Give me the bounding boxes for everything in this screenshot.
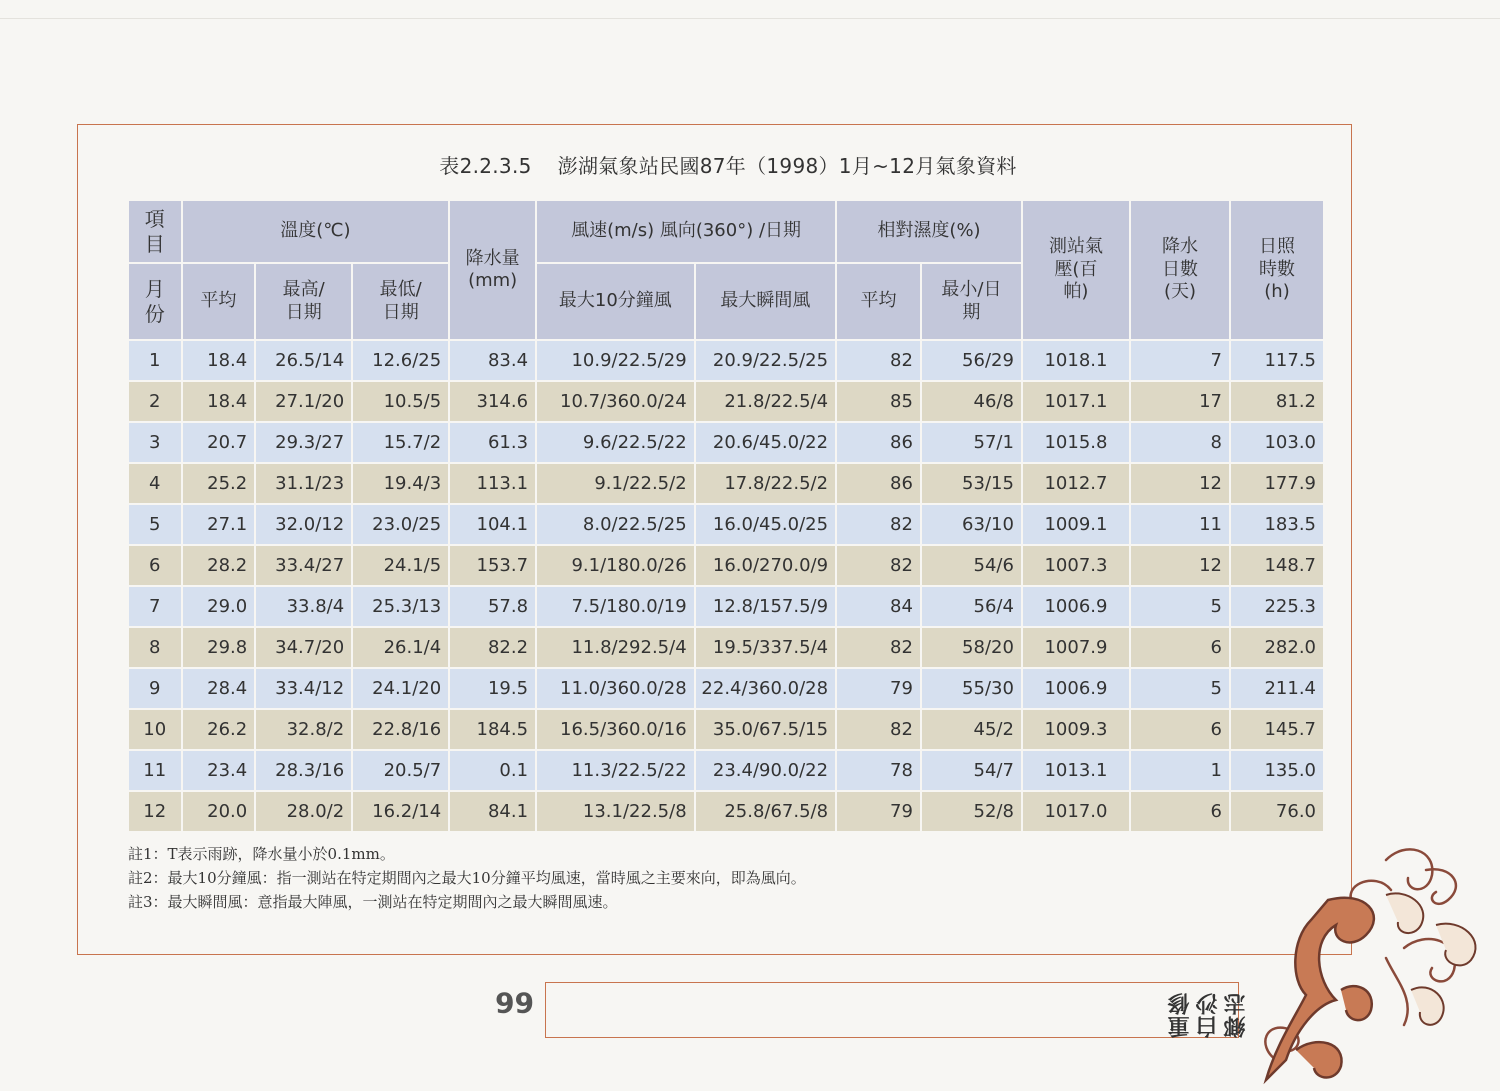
precipitation-cell: 113.1 (450, 464, 535, 503)
pressure-cell: 1007.9 (1023, 628, 1129, 667)
wind-gust-cell: 12.8/157.5/9 (696, 587, 835, 626)
humidity-min-cell: 56/4 (922, 587, 1021, 626)
humidity-min-cell: 58/20 (922, 628, 1021, 667)
table-row (129, 464, 1323, 503)
humidity-avg-cell: 82 (837, 546, 920, 585)
table-row (129, 669, 1323, 708)
rain-days-cell: 5 (1131, 669, 1229, 708)
temp-min-cell: 25.3/13 (353, 587, 448, 626)
temp-max-cell: 28.3/16 (256, 751, 351, 790)
temp-avg-cell: 28.2 (183, 546, 255, 585)
rain-days-cell: 1 (1131, 751, 1229, 790)
pressure-cell: 1013.1 (1023, 751, 1129, 790)
temp-avg-cell: 29.8 (183, 628, 255, 667)
precipitation-cell: 314.6 (450, 382, 535, 421)
precipitation-cell: 0.1 (450, 751, 535, 790)
humidity-avg-cell: 82 (837, 341, 920, 380)
precipitation-cell: 153.7 (450, 546, 535, 585)
temp-max-cell: 31.1/23 (256, 464, 351, 503)
wind-gust-cell: 17.8/22.5/2 (696, 464, 835, 503)
humidity-avg-cell: 84 (837, 587, 920, 626)
rain-days-cell: 8 (1131, 423, 1229, 462)
month-cell: 10 (129, 710, 181, 749)
humidity-min-cell: 52/8 (922, 792, 1021, 831)
table-row (129, 751, 1323, 790)
pressure-header: 測站氣壓(百帕) (1023, 201, 1129, 339)
rain-days-cell: 6 (1131, 792, 1229, 831)
temp-avg-cell: 20.0 (183, 792, 255, 831)
precipitation-cell: 19.5 (450, 669, 535, 708)
wind-10min-cell: 9.1/22.5/2 (537, 464, 694, 503)
temp-max-cell: 26.5/14 (256, 341, 351, 380)
temp-min-header: 最低/日期 (353, 264, 448, 339)
temp-avg-cell: 26.2 (183, 710, 255, 749)
precipitation-cell: 83.4 (450, 341, 535, 380)
pressure-cell: 1015.8 (1023, 423, 1129, 462)
humidity-avg-cell: 86 (837, 464, 920, 503)
temp-avg-cell: 25.2 (183, 464, 255, 503)
wind-10min-cell: 9.1/180.0/26 (537, 546, 694, 585)
month-cell: 6 (129, 546, 181, 585)
precipitation-cell: 104.1 (450, 505, 535, 544)
pressure-cell: 1006.9 (1023, 669, 1129, 708)
wind-10min-cell: 10.7/360.0/24 (537, 382, 694, 421)
temp-max-cell: 27.1/20 (256, 382, 351, 421)
temp-max-cell: 33.4/27 (256, 546, 351, 585)
wind-gust-cell: 22.4/360.0/28 (696, 669, 835, 708)
rain-days-cell: 12 (1131, 546, 1229, 585)
sunshine-cell: 145.7 (1231, 710, 1323, 749)
temp-max-header: 最高/日期 (256, 264, 351, 339)
humidity-min-cell: 45/2 (922, 710, 1021, 749)
wind-10min-cell: 8.0/22.5/25 (537, 505, 694, 544)
weather-table (127, 199, 1325, 833)
table-title: 澎湖氣象站民國87年（1998）1月~12月氣象資料 (557, 154, 1017, 178)
humidity-avg-cell: 82 (837, 505, 920, 544)
wind-10min-cell: 13.1/22.5/8 (537, 792, 694, 831)
temp-max-cell: 29.3/27 (256, 423, 351, 462)
table-row (129, 341, 1323, 380)
sunshine-cell: 76.0 (1231, 792, 1323, 831)
temp-avg-cell: 27.1 (183, 505, 255, 544)
table-caption (0, 150, 1456, 179)
table-row (129, 710, 1323, 749)
table-row (129, 628, 1323, 667)
sunshine-cell: 211.4 (1231, 669, 1323, 708)
table-row (129, 792, 1323, 831)
footnote-3: 註3：最大瞬間風：意指最大陣風，一測站在特定期間內之最大瞬間風速。 (128, 893, 618, 911)
wind-gust-cell: 21.8/22.5/4 (696, 382, 835, 421)
month-cell: 9 (129, 669, 181, 708)
rain-days-cell: 12 (1131, 464, 1229, 503)
precipitation-header: 降水量(mm) (450, 201, 535, 339)
rain-days-cell: 11 (1131, 505, 1229, 544)
wind-gust-cell: 35.0/67.5/15 (696, 710, 835, 749)
rain-days-cell: 6 (1131, 628, 1229, 667)
sunshine-cell: 225.3 (1231, 587, 1323, 626)
temp-avg-cell: 20.7 (183, 423, 255, 462)
pressure-cell: 1012.7 (1023, 464, 1129, 503)
month-header: 月份 (129, 264, 181, 339)
footer-box (545, 982, 1249, 1038)
pressure-cell: 1018.1 (1023, 341, 1129, 380)
month-cell: 8 (129, 628, 181, 667)
temp-max-cell: 33.4/12 (256, 669, 351, 708)
temp-avg-header: 平均 (183, 264, 255, 339)
table-row (129, 382, 1323, 421)
temp-max-cell: 32.8/2 (256, 710, 351, 749)
table-row (129, 505, 1323, 544)
temp-avg-cell: 28.4 (183, 669, 255, 708)
wind-gust-cell: 16.0/270.0/9 (696, 546, 835, 585)
pressure-cell: 1006.9 (1023, 587, 1129, 626)
wind-10min-cell: 7.5/180.0/19 (537, 587, 694, 626)
wind-10min-cell: 9.6/22.5/22 (537, 423, 694, 462)
precipitation-cell: 61.3 (450, 423, 535, 462)
pressure-cell: 1009.1 (1023, 505, 1129, 544)
rain-days-header: 降水日數(天) (1131, 201, 1229, 339)
temp-min-cell: 23.0/25 (353, 505, 448, 544)
precipitation-cell: 84.1 (450, 792, 535, 831)
sunshine-cell: 103.0 (1231, 423, 1323, 462)
humidity-avg-cell: 82 (837, 628, 920, 667)
precipitation-cell: 82.2 (450, 628, 535, 667)
humidity-avg-cell: 85 (837, 382, 920, 421)
rain-days-cell: 17 (1131, 382, 1229, 421)
wind-10min-header: 最大10分鐘風 (537, 264, 694, 339)
temp-max-cell: 28.0/2 (256, 792, 351, 831)
footnotes (128, 842, 806, 914)
book-title: 重修白沙鄉志 (1167, 992, 1249, 1038)
wind-10min-cell: 10.9/22.5/29 (537, 341, 694, 380)
precipitation-cell: 57.8 (450, 587, 535, 626)
month-cell: 5 (129, 505, 181, 544)
sunshine-cell: 177.9 (1231, 464, 1323, 503)
table-row (129, 546, 1323, 585)
humidity-avg-header: 平均 (837, 264, 920, 339)
month-cell: 2 (129, 382, 181, 421)
temp-min-cell: 16.2/14 (353, 792, 448, 831)
wind-gust-cell: 20.6/45.0/22 (696, 423, 835, 462)
table-header (129, 201, 1323, 339)
humidity-min-cell: 55/30 (922, 669, 1021, 708)
temperature-header: 溫度(℃) (183, 201, 449, 262)
wind-gust-cell: 23.4/90.0/22 (696, 751, 835, 790)
humidity-min-cell: 54/6 (922, 546, 1021, 585)
temp-min-cell: 15.7/2 (353, 423, 448, 462)
rain-days-cell: 5 (1131, 587, 1229, 626)
wind-10min-cell: 16.5/360.0/16 (537, 710, 694, 749)
table-number: 表2.2.3.5 (439, 154, 532, 178)
humidity-min-cell: 56/29 (922, 341, 1021, 380)
sunshine-cell: 135.0 (1231, 751, 1323, 790)
cloud-ornament-icon (1236, 830, 1500, 1091)
page-edge-line (0, 18, 1500, 19)
humidity-min-cell: 46/8 (922, 382, 1021, 421)
pressure-cell: 1009.3 (1023, 710, 1129, 749)
wind-gust-header: 最大瞬間風 (696, 264, 835, 339)
wind-gust-cell: 20.9/22.5/25 (696, 341, 835, 380)
temp-avg-cell: 23.4 (183, 751, 255, 790)
humidity-min-cell: 54/7 (922, 751, 1021, 790)
temp-min-cell: 22.8/16 (353, 710, 448, 749)
table-row (129, 423, 1323, 462)
table-body (129, 341, 1323, 831)
wind-10min-cell: 11.3/22.5/22 (537, 751, 694, 790)
month-cell: 12 (129, 792, 181, 831)
humidity-avg-cell: 79 (837, 792, 920, 831)
wind-gust-cell: 16.0/45.0/25 (696, 505, 835, 544)
temp-min-cell: 20.5/7 (353, 751, 448, 790)
temp-max-cell: 34.7/20 (256, 628, 351, 667)
month-cell: 11 (129, 751, 181, 790)
footnote-2: 註2：最大10分鐘風：指一測站在特定期間內之最大10分鐘平均風速，當時風之主要來向，即為風向。 (128, 869, 806, 887)
pressure-cell: 1017.0 (1023, 792, 1129, 831)
month-cell: 1 (129, 341, 181, 380)
rain-days-cell: 6 (1131, 710, 1229, 749)
humidity-avg-cell: 82 (837, 710, 920, 749)
item-header: 項目 (129, 201, 181, 262)
temp-min-cell: 19.4/3 (353, 464, 448, 503)
pressure-cell: 1007.3 (1023, 546, 1129, 585)
humidity-avg-cell: 86 (837, 423, 920, 462)
temp-max-cell: 33.8/4 (256, 587, 351, 626)
temp-min-cell: 24.1/5 (353, 546, 448, 585)
table-row (129, 587, 1323, 626)
wind-gust-cell: 25.8/67.5/8 (696, 792, 835, 831)
humidity-min-cell: 63/10 (922, 505, 1021, 544)
sunshine-cell: 81.2 (1231, 382, 1323, 421)
month-cell: 7 (129, 587, 181, 626)
wind-gust-cell: 19.5/337.5/4 (696, 628, 835, 667)
footnote-1: 註1：T表示雨跡，降水量小於0.1mm。 (128, 845, 395, 863)
temp-max-cell: 32.0/12 (256, 505, 351, 544)
humidity-avg-cell: 79 (837, 669, 920, 708)
sunshine-cell: 183.5 (1231, 505, 1323, 544)
temp-min-cell: 24.1/20 (353, 669, 448, 708)
sunshine-cell: 117.5 (1231, 341, 1323, 380)
humidity-min-cell: 53/15 (922, 464, 1021, 503)
wind-header: 風速(m/s) 風向(360°) /日期 (537, 201, 835, 262)
pressure-cell: 1017.1 (1023, 382, 1129, 421)
humidity-min-header: 最小/日期 (922, 264, 1021, 339)
sunshine-cell: 282.0 (1231, 628, 1323, 667)
humidity-avg-cell: 78 (837, 751, 920, 790)
page-number: 66 (495, 986, 534, 1019)
month-cell: 3 (129, 423, 181, 462)
temp-min-cell: 10.5/5 (353, 382, 448, 421)
rain-days-cell: 7 (1131, 341, 1229, 380)
month-cell: 4 (129, 464, 181, 503)
sunshine-header: 日照時數(h) (1231, 201, 1323, 339)
temp-min-cell: 26.1/4 (353, 628, 448, 667)
wind-10min-cell: 11.0/360.0/28 (537, 669, 694, 708)
humidity-header: 相對濕度(%) (837, 201, 1021, 262)
precipitation-cell: 184.5 (450, 710, 535, 749)
humidity-min-cell: 57/1 (922, 423, 1021, 462)
temp-avg-cell: 18.4 (183, 341, 255, 380)
temp-avg-cell: 18.4 (183, 382, 255, 421)
temp-min-cell: 12.6/25 (353, 341, 448, 380)
sunshine-cell: 148.7 (1231, 546, 1323, 585)
wind-10min-cell: 11.8/292.5/4 (537, 628, 694, 667)
temp-avg-cell: 29.0 (183, 587, 255, 626)
